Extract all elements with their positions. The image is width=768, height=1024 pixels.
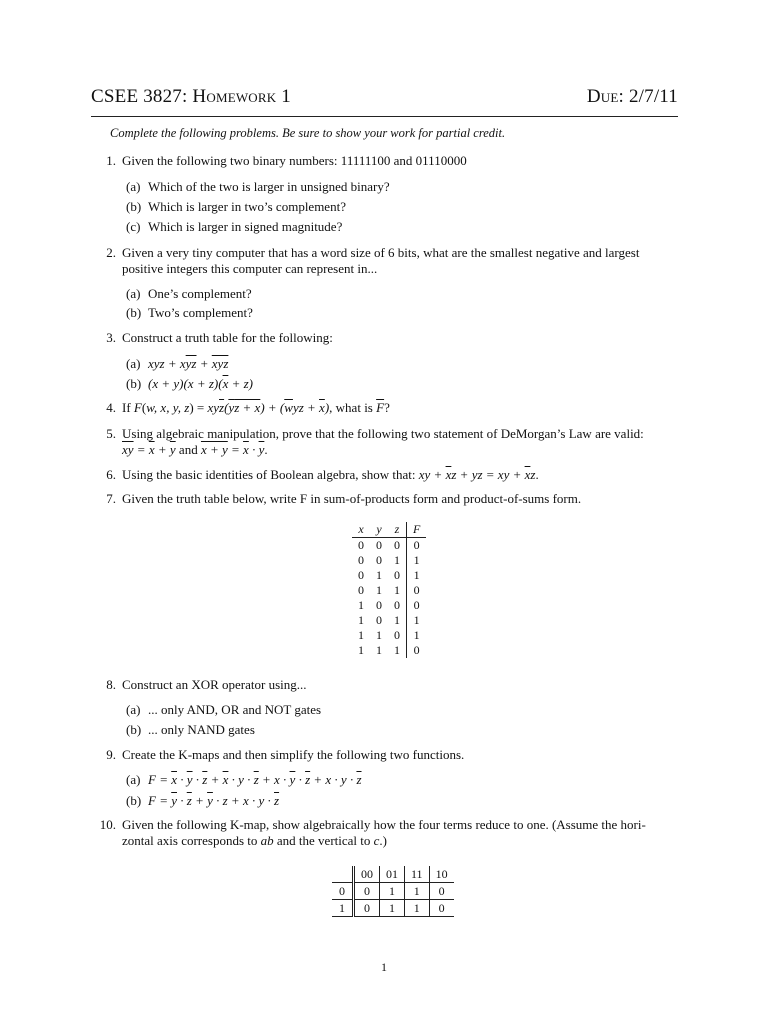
tt-cell: 1	[407, 568, 427, 583]
due-date: Due: 2/7/11	[586, 86, 678, 107]
q3b-label: (b)	[126, 376, 142, 391]
tt-cell: 0	[394, 568, 400, 582]
q10-line2: zontal axis corresponds to ab and the vertical to c.)	[122, 833, 388, 848]
tt-row	[352, 553, 426, 568]
kmap-row-label: 1	[332, 900, 354, 917]
tt-cell: 1	[394, 613, 400, 627]
q3-text: Construct a truth table for the following:	[122, 330, 333, 345]
tt-row	[352, 568, 426, 583]
tt-cell: 1	[394, 553, 400, 567]
tt-row	[352, 538, 426, 554]
tt-cell: 1	[394, 583, 400, 597]
q3-number: 3.	[106, 330, 116, 345]
tt-header-f: F	[407, 522, 427, 538]
kmap-col-00: 00	[354, 866, 380, 883]
q9b-expression: $F = \overline{y} \cdot \overline{z} + \overline{y} \cdot z + x \cdot y \cdot \overline{z}$	[148, 793, 280, 808]
q3a-label: (a)	[126, 356, 141, 371]
q5-number: 5.	[106, 426, 116, 441]
q1b-label: (b)	[126, 199, 142, 214]
q9a-expression: $F = \overline{x} \cdot \overline{y} \cdot \overline{z} + \overline{x} \cdot y \cdot \overline{z} + x \cdot \overline{y} \cdot \overline{z} + x \cdot y \cdot \overline{z}$	[148, 772, 362, 787]
q1-number: 1.	[106, 153, 116, 168]
kmap-cell: 0	[429, 900, 454, 917]
tt-header-z: z	[388, 522, 407, 538]
tt-cell: 1	[376, 568, 382, 582]
kmap-cell: 1	[380, 900, 405, 917]
q1a-label: (a)	[126, 179, 141, 194]
k-map	[332, 866, 454, 917]
homework-title: CSEE 3827: Homework 1	[91, 86, 292, 107]
q9b-label: (b)	[126, 793, 142, 808]
q4-text: If F(w, x, y, $z) = xy\overline{z}(yz + x) + (\overline{w}yz + \overline{x})$, what is $\overline{F}$?	[122, 400, 390, 415]
truth-table	[352, 522, 426, 658]
tt-cell: 0	[394, 538, 400, 552]
tt-cell: 0	[394, 628, 400, 642]
q3a-expression: xyz + $x\overline{yz} + \overline{xyz}$	[148, 356, 229, 371]
tt-row	[352, 598, 426, 613]
q10-line1: Given the following K-map, show algebraically how the four terms reduce to one. (Assume the hori-	[122, 817, 646, 832]
q4-number: 4.	[106, 400, 116, 415]
q8-text: Construct an XOR operator using...	[122, 677, 307, 692]
tt-cell: 1	[376, 628, 382, 642]
tt-cell: 0	[358, 553, 364, 567]
kmap-row	[332, 900, 454, 917]
tt-cell: 1	[376, 643, 382, 657]
tt-cell: 0	[376, 553, 382, 567]
tt-cell: 1	[358, 643, 364, 657]
kmap-col-11: 11	[405, 866, 430, 883]
kmap-cell: 1	[405, 883, 430, 900]
q5-line1: Using algebraic manipulation, prove that the following two statement of DeMorgan’s Law are valid:	[122, 426, 644, 441]
q1c-label: (c)	[126, 219, 141, 234]
q7-text: Given the truth table below, write F in sum-of-products form and product-of-sums form.	[122, 491, 582, 506]
kmap-col-01: 01	[380, 866, 405, 883]
tt-cell: 0	[358, 538, 364, 552]
q2-line1: Given a very tiny computer that has a word size of 6 bits, what are the smallest negative and largest	[122, 245, 640, 260]
kmap-row	[332, 883, 454, 900]
tt-cell: 1	[407, 613, 427, 628]
kmap-cell: 0	[354, 900, 380, 917]
q2-number: 2.	[106, 245, 116, 260]
q2a-text: One’s complement?	[148, 286, 252, 301]
q2a-label: (a)	[126, 286, 141, 301]
q8b-label: (b)	[126, 722, 142, 737]
q9a-label: (a)	[126, 772, 141, 787]
instructions: Complete the following problems. Be sure to show your work for partial credit.	[110, 126, 506, 140]
tt-cell: 1	[358, 598, 364, 612]
q10-number: 10.	[99, 817, 116, 832]
tt-cell: 0	[376, 598, 382, 612]
tt-cell: 0	[358, 583, 364, 597]
tt-cell: 0	[407, 538, 427, 554]
page-number: 1	[381, 960, 387, 974]
q1-text: Given the following two binary numbers: 11111100 and 01110000	[122, 153, 467, 168]
q1c-text: Which is larger in signed magnitude?	[148, 219, 343, 234]
tt-cell: 1	[407, 553, 427, 568]
tt-cell: 0	[407, 598, 427, 613]
q2-line2: positive integers this computer can represent in...	[122, 261, 378, 276]
q1a-text: Which of the two is larger in unsigned binary?	[148, 179, 390, 194]
kmap-cell: 1	[380, 883, 405, 900]
tt-header-y: y	[370, 522, 388, 538]
q8-number: 8.	[106, 677, 116, 692]
tt-cell: 0	[407, 643, 427, 658]
kmap-cell: 0	[354, 883, 380, 900]
tt-row	[352, 643, 426, 658]
q8a-label: (a)	[126, 702, 141, 717]
tt-row	[352, 583, 426, 598]
q6-number: 6.	[106, 467, 116, 482]
q1b-text: Which is larger in two’s complement?	[148, 199, 346, 214]
tt-header-x: x	[352, 522, 370, 538]
tt-row	[352, 628, 426, 643]
q9-text: Create the K-maps and then simplify the following two functions.	[122, 747, 465, 762]
kmap-corner	[332, 866, 354, 883]
kmap-cell: 0	[429, 883, 454, 900]
tt-cell: 1	[394, 643, 400, 657]
q2b-text: Two’s complement?	[148, 305, 253, 320]
tt-cell: 1	[407, 628, 427, 643]
tt-cell: 1	[358, 628, 364, 642]
header	[91, 86, 678, 117]
q8a-text: ... only AND, OR and NOT gates	[148, 702, 322, 717]
q6-text: Using the basic identities of Boolean algebra, show that: xy + $\overline{x}z$ + yz = xy + $\overline{x}z$.	[122, 467, 539, 482]
tt-cell: 0	[376, 538, 382, 552]
q3b-expression: $(x + y)(x + z)(\overline{x} + z)$	[148, 376, 254, 391]
q5-line2: $\overline{xy} = \overline{x} + \overline{y}$ and $x + y = \overline{x} \cdot \overline{y}$.	[122, 442, 268, 457]
kmap-row-label: 0	[332, 883, 354, 900]
tt-cell: 0	[376, 613, 382, 627]
tt-cell: 0	[407, 583, 427, 598]
kmap-col-10: 10	[435, 866, 448, 881]
q2b-label: (b)	[126, 305, 142, 320]
tt-row	[352, 613, 426, 628]
q8b-text: ... only NAND gates	[148, 722, 255, 737]
q9-number: 9.	[106, 747, 116, 762]
q7-number: 7.	[106, 491, 116, 506]
kmap-cell: 1	[405, 900, 430, 917]
tt-cell: 1	[358, 613, 364, 627]
tt-cell: 0	[358, 568, 364, 582]
tt-cell: 0	[394, 598, 400, 612]
tt-cell: 1	[376, 583, 382, 597]
